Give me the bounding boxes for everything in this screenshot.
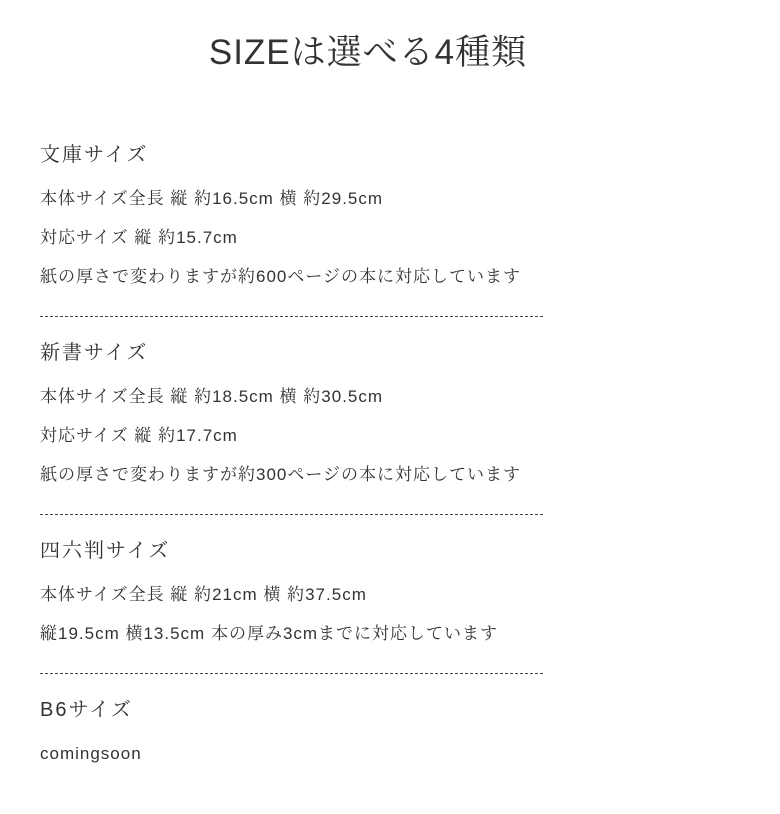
section-divider [40, 316, 543, 317]
size-line: 本体サイズ全長 縦 約21cm 横 約37.5cm [40, 585, 367, 604]
size-line: 対応サイズ 縦 約15.7cm [40, 228, 238, 247]
section-b6-heading: B6サイズ [40, 699, 133, 721]
size-line: 紙の厚さで変わりますが約600ページの本に対応しています [40, 267, 522, 286]
section-divider [40, 673, 543, 674]
page-title: SIZEは選べる4種類 [208, 33, 528, 72]
section-shirokuban [40, 539, 696, 643]
coming-soon-label: comingsoon [40, 744, 142, 763]
section-shinsho-heading: 新書サイズ [40, 342, 149, 364]
section-bunko-heading: 文庫サイズ [40, 144, 149, 166]
size-line: 縦19.5cm 横13.5cm 本の厚み3cmまでに対応しています [40, 624, 499, 643]
size-line: 紙の厚さで変わりますが約300ページの本に対応しています [40, 465, 522, 484]
section-bunko [40, 143, 696, 286]
section-shirokuban-heading: 四六判サイズ [40, 540, 171, 562]
section-shinsho [40, 341, 696, 484]
section-b6 [40, 698, 696, 763]
size-line: 本体サイズ全長 縦 約18.5cm 横 約30.5cm [40, 387, 384, 406]
section-divider [40, 514, 543, 515]
size-line: 本体サイズ全長 縦 約16.5cm 横 約29.5cm [40, 189, 384, 208]
size-line: 対応サイズ 縦 約17.7cm [40, 426, 238, 445]
